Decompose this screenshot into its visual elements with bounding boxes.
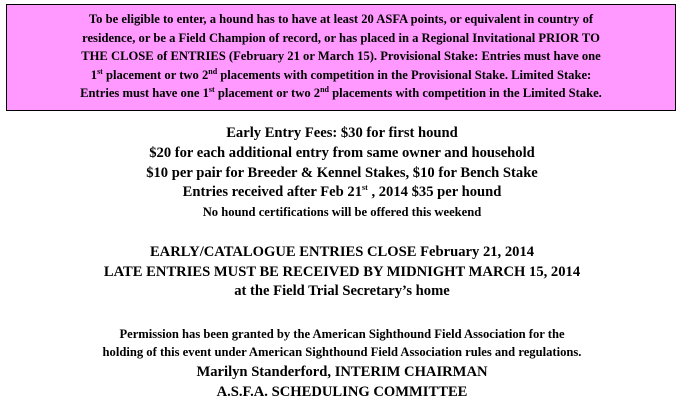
eligibility-line-5: [15, 84, 667, 103]
eligibility-line-4-sup-2: nd: [208, 66, 218, 76]
eligibility-line-5-mid: placement or two 2: [214, 86, 321, 101]
permission-line-2: holding of this event under American Sighthound Field Association rules and regulations.: [102, 344, 582, 359]
eligibility-line-4-sup-1: st: [97, 66, 103, 76]
fees-line-3: $10 per pair for Breeder & Kennel Stakes, $10 for Bench Stake: [146, 164, 538, 181]
fees-line-4-post: , 2014 $35 per hound: [367, 184, 502, 201]
fees-line-1: Early Entry Fees: $30 for first hound: [226, 125, 458, 141]
fees-line-4: [0, 183, 684, 203]
committee-name-line: A.S.F.A. SCHEDULING COMMITTEE: [216, 384, 468, 401]
eligibility-notice-box: [6, 4, 676, 111]
deadline-line-1: EARLY/CATALOGUE ENTRIES CLOSE February 21, 2014: [149, 244, 535, 260]
deadline-line-2: LATE ENTRIES MUST BE RECEIVED BY MIDNIGHT MARCH 15, 2014: [103, 263, 581, 280]
fees-line-4-sup: st: [362, 183, 368, 193]
permission-section: [0, 326, 684, 403]
entry-fees-section: [0, 124, 684, 223]
eligibility-line-5-post: placements with competition in the Limited Stake.: [328, 86, 602, 101]
eligibility-line-1: To be eligible to enter, a hound has to have at least 20 ASFA points, or equivalent in country of: [88, 12, 594, 26]
eligibility-line-3: THE CLOSE of ENTRIES (February 21 or March 15). Provisional Stake: Entries must have one: [81, 49, 601, 64]
eligibility-line-2: residence, or be a Field Champion of record, or has placed in a Regional Invitational PRIOR TO: [82, 30, 600, 45]
eligibility-line-4-post: placements with competition in the Provisional Stake. Limited Stake:: [217, 67, 592, 82]
fees-line-4-pre: Entries received after Feb 21: [182, 184, 363, 201]
fees-line-5: No hound certifications will be offered this weekend: [202, 205, 482, 220]
permission-line-1: Permission has been granted by the American Sighthound Field Association for the: [119, 327, 565, 341]
deadline-line-3: at the Field Trial Secretary’s home: [234, 283, 450, 300]
entry-deadlines-section: [0, 243, 684, 302]
eligibility-line-4: [15, 66, 667, 85]
eligibility-line-5-sup-1: st: [208, 85, 215, 95]
fees-line-2: $20 for each additional entry from same owner and household: [149, 144, 535, 161]
eligibility-line-5-pre: Entries must have one 1: [80, 86, 209, 101]
eligibility-line-4-mid: placement or two 2: [102, 67, 209, 82]
eligibility-line-4-pre: 1: [90, 67, 98, 82]
eligibility-line-5-sup-2: nd: [320, 85, 329, 95]
chairman-signature-line: Marilyn Standerford, INTERIM CHAIRMAN: [196, 363, 488, 380]
